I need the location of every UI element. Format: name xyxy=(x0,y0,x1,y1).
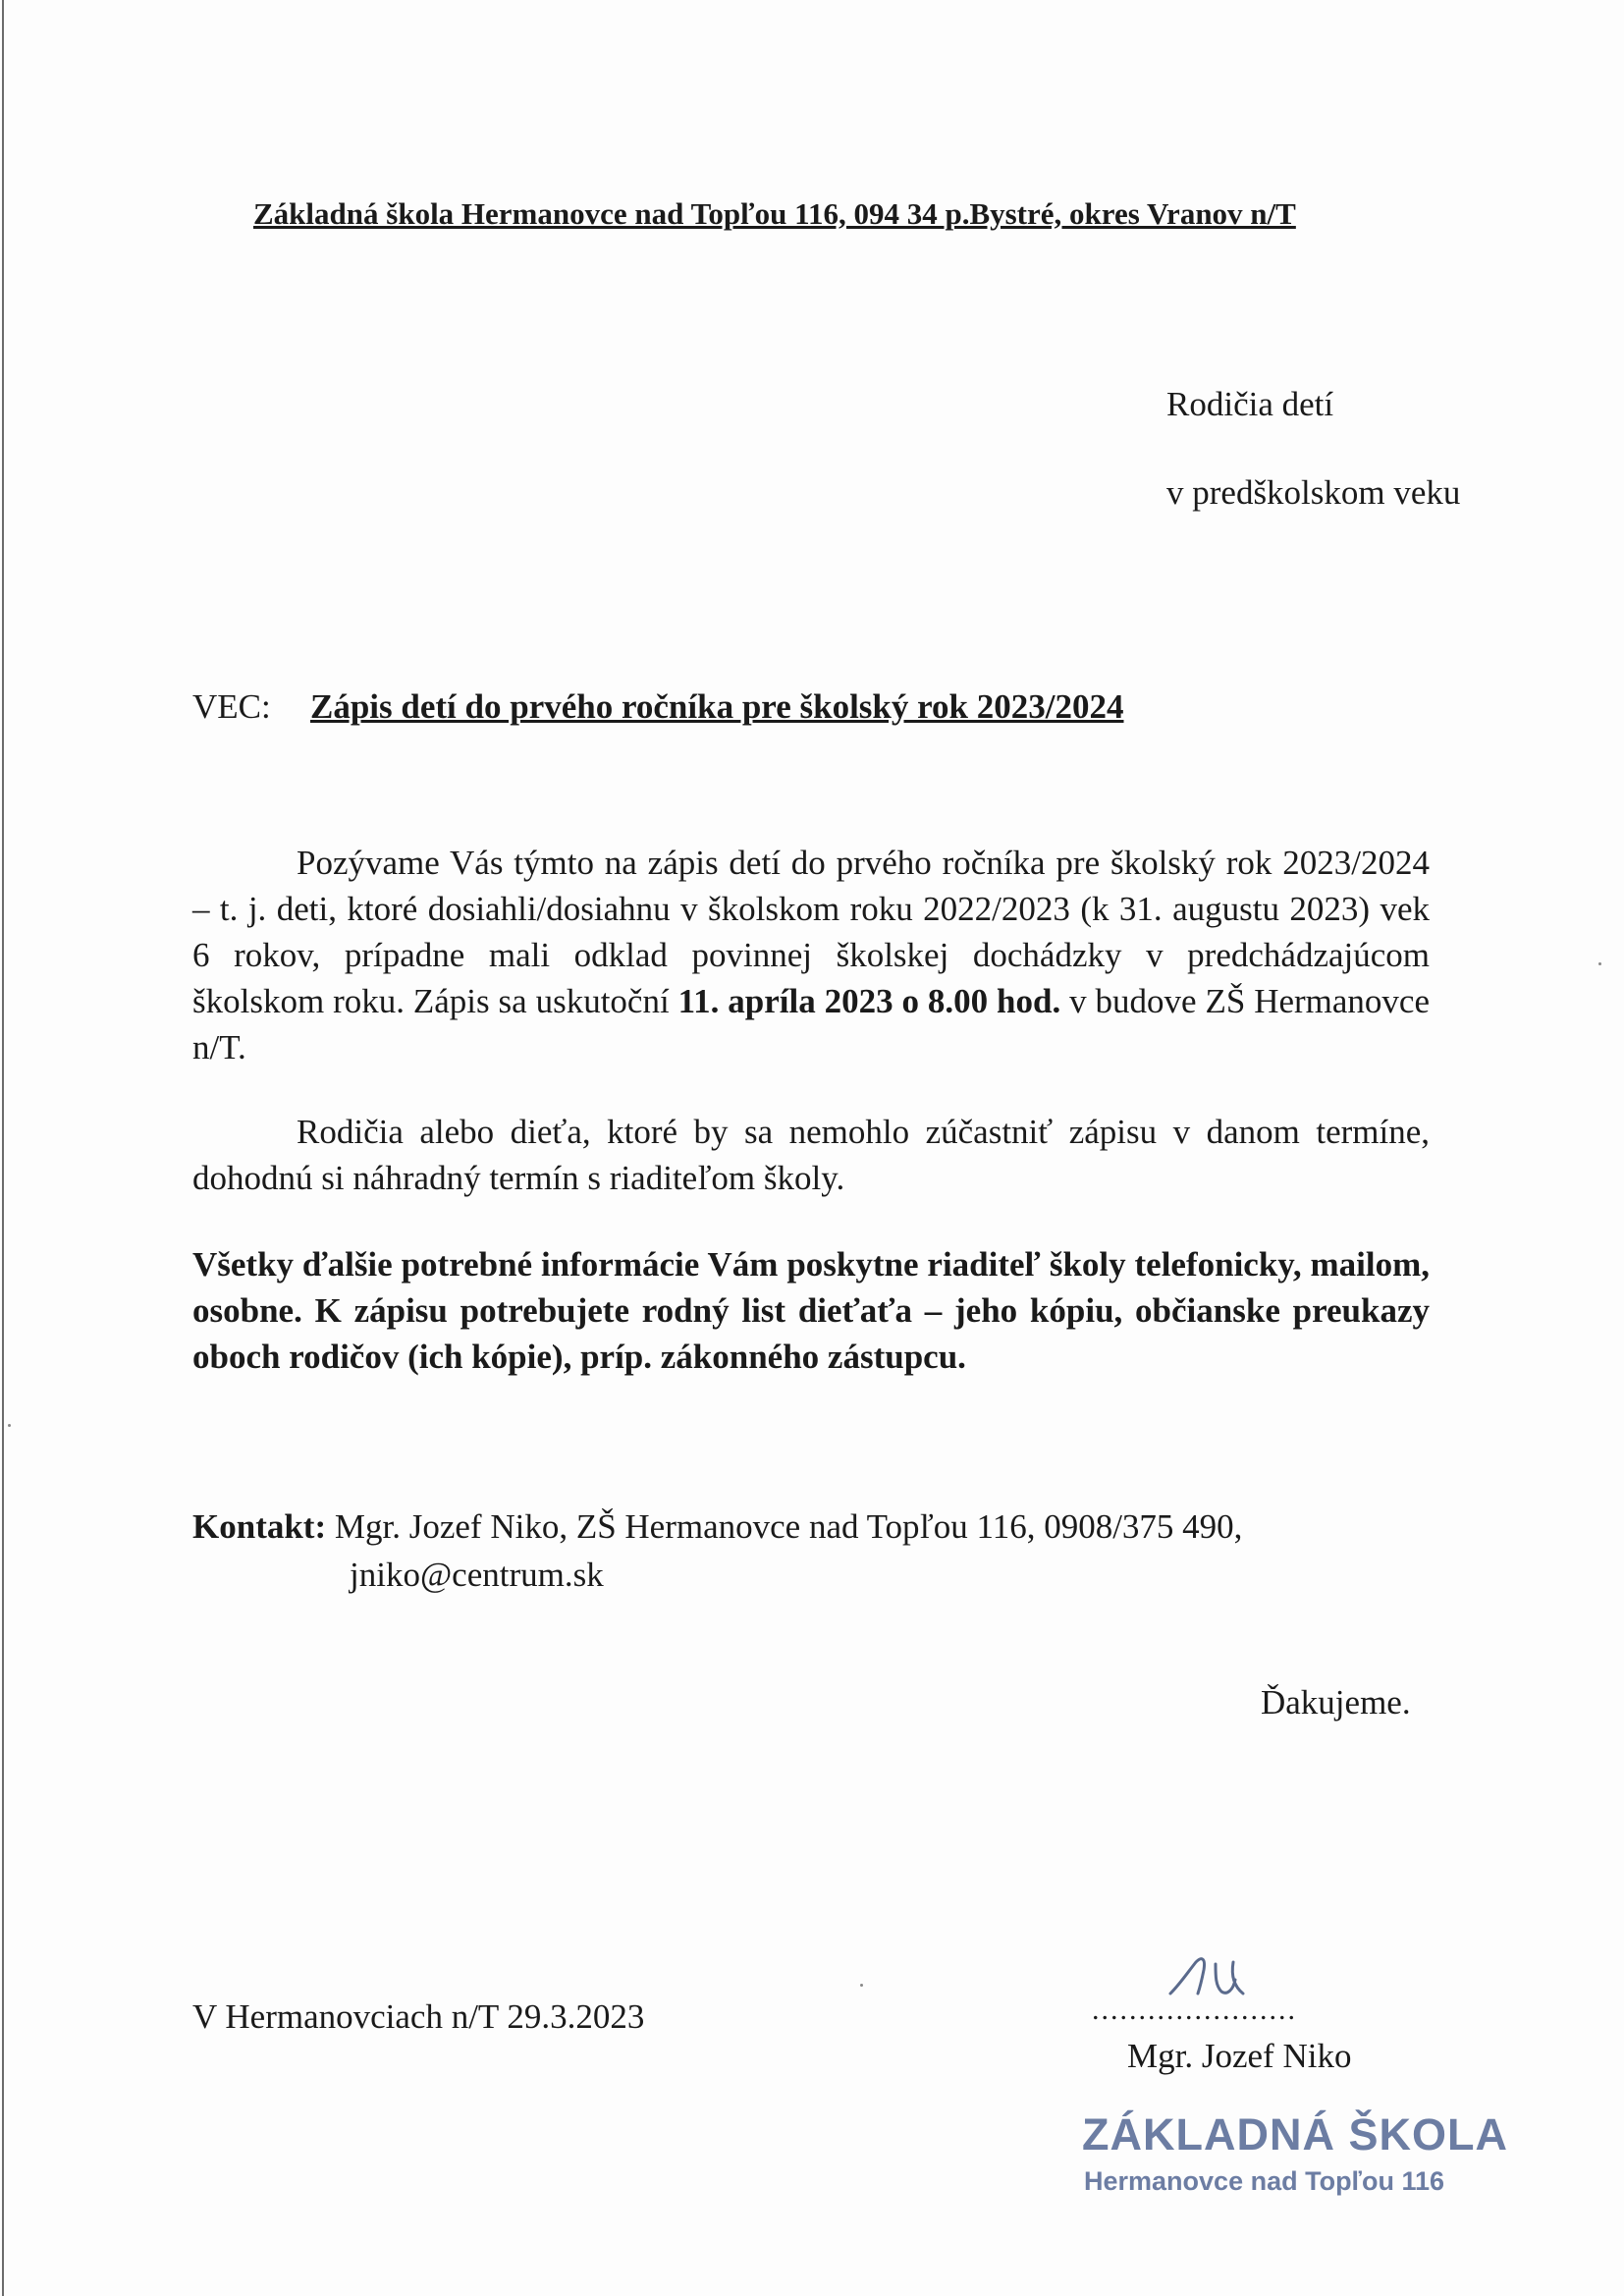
subject-label: VEC: xyxy=(192,687,271,726)
invitation-location: v budove ZŠ Hermanovce n/T. xyxy=(192,982,1430,1066)
paragraph-info: Všetky ďalšie potrebné informácie Vám poskytne riaditeľ školy telefonicky, mailom, osobne. K zápisu potrebujete rodný list dieťaťa – jeho kópiu, občianske preukazy oboch rodičov (ich kópie), príp. zákonného zástupcu. xyxy=(192,1245,1430,1376)
place-date: V Hermanovciach n/T 29.3.2023 xyxy=(192,1997,645,2036)
subject-line xyxy=(192,687,1123,727)
school-header: Základná škola Hermanovce nad Topľou 116, 094 34 p.Bystré, okres Vranov n/T xyxy=(253,196,1296,231)
stamp-line-2: Hermanovce nad Topľou 116 xyxy=(1084,2166,1445,2196)
scan-speck xyxy=(1598,962,1601,965)
scan-speck xyxy=(8,1424,11,1427)
subject-text: Zápis detí do prvého ročníka pre školský rok 2023/2024 xyxy=(310,687,1124,726)
contact-block xyxy=(192,1503,1242,1599)
invitation-date: 11. apríla 2023 o 8.00 hod. xyxy=(677,982,1061,1020)
signer-name: Mgr. Jozef Niko xyxy=(1127,2037,1352,2075)
contact-details: Mgr. Jozef Niko, ZŠ Hermanovce nad Topľou 116, 0908/375 490, xyxy=(326,1507,1243,1546)
signature-line: ...................... xyxy=(1092,1994,1297,2026)
paragraph-invitation xyxy=(192,840,1430,1070)
paragraph-alternate-date: Rodičia alebo dieťa, ktoré by sa nemohlo zúčastniť zápisu v danom termíne, dohodnú si náhradný termín s riaditeľom školy. xyxy=(192,1113,1430,1197)
school-stamp xyxy=(1082,2109,1508,2197)
invitation-text: Pozývame Vás týmto na zápis detí do prvého ročníka pre školský rok 2023/2024 – t. j. deti, ktoré dosiahli/dosiahnu v školskom roku 2022/2023 (k 31. augustu 2023) vek 6 rokov, prípadne mali odklad povinnej školskej dochádzky v predchádzajúcom školskom roku. Zápis sa uskutoční xyxy=(192,844,1430,1020)
scan-edge xyxy=(2,0,4,2296)
scan-speck xyxy=(860,1984,863,1987)
contact-label: Kontakt: xyxy=(192,1507,327,1546)
thanks-text: Ďakujeme. xyxy=(1261,1683,1411,1722)
stamp-line-1: ZÁKLADNÁ ŠKOLA xyxy=(1082,2109,1508,2159)
contact-email: jniko@centrum.sk xyxy=(350,1556,604,1594)
addressee-line-2: v predškolskom veku xyxy=(1166,473,1461,512)
addressee-line-1: Rodičia detí xyxy=(1166,385,1334,423)
